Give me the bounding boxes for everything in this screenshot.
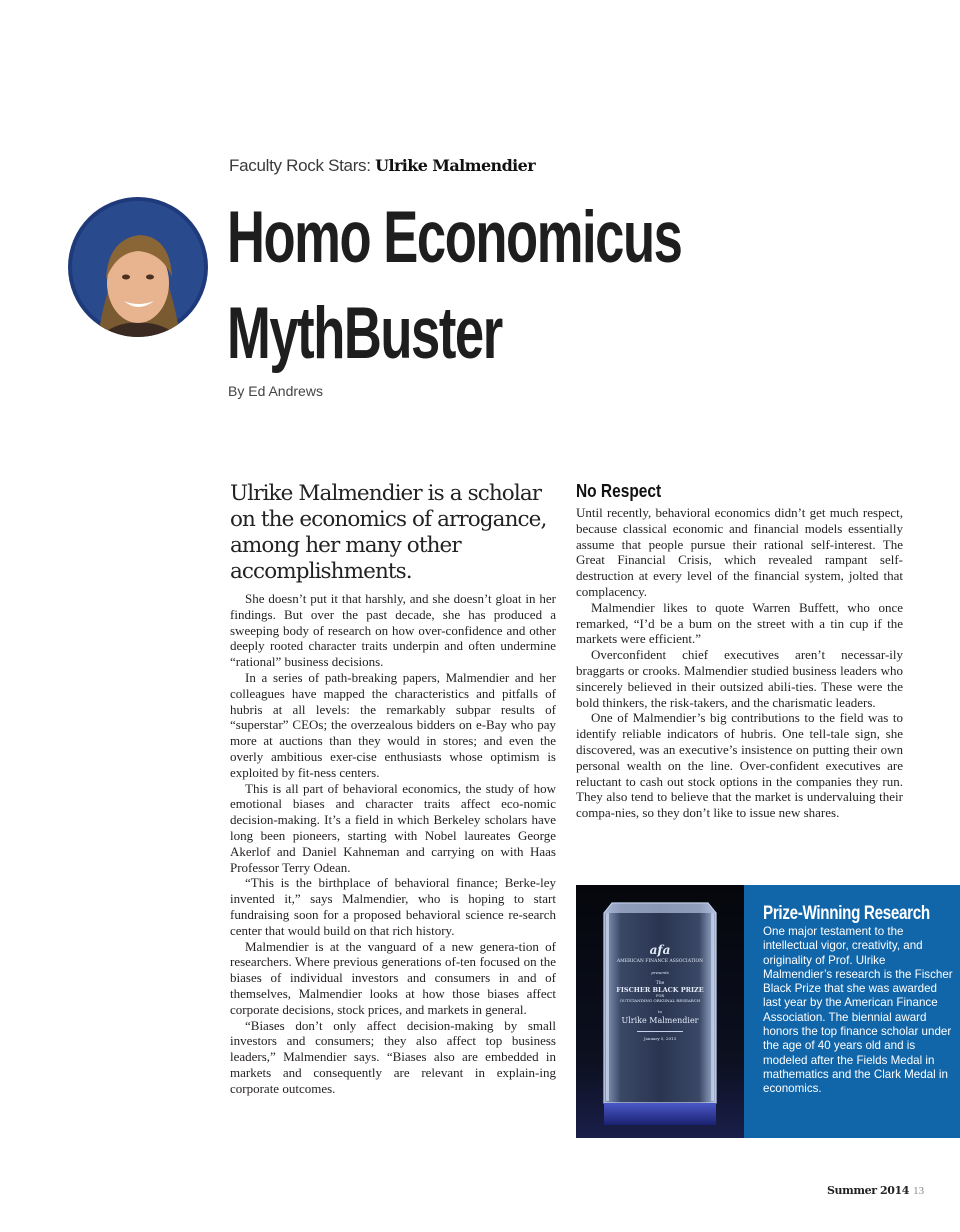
body-paragraph: “This is the birthplace of behavioral finance; Berke-ley invented it,” says Malmendier, who is hoping to start fundraising soon for a proposed behavioral science re-search center that would build on that rich history.	[230, 875, 556, 938]
award-logo: afa	[649, 943, 671, 957]
body-paragraph: She doesn’t put it that harshly, and she doesn’t gloat in her findings. But over the past decade, she has produced a sweeping body of research on how over-confidence and other deeply rooted character traits underpin and often undermine “rational” business decisions.	[230, 591, 556, 670]
sidebar-panel	[744, 885, 960, 1138]
title-line-2: MythBuster	[227, 293, 502, 374]
right-column	[576, 481, 903, 821]
sidebar-box	[576, 885, 960, 1138]
award-prize-name: FISCHER BLACK PRIZE	[616, 986, 704, 994]
title-line-1: Homo Economicus	[227, 197, 682, 278]
sidebar-title: Prize-Winning Research	[763, 903, 930, 924]
byline: By Ed Andrews	[228, 383, 323, 399]
award-the: The	[655, 981, 665, 986]
award-photo	[576, 885, 744, 1138]
award-presents: presents	[651, 970, 669, 975]
body-paragraph: Malmendier is at the vanguard of a new genera-tion of researchers. Where previous generations of-ten focused on the biases of individual investors and consumers in and of themselves, Malmendier looks at how those biases affect corporate decisions, stock prices, and markets in general.	[230, 938, 556, 1017]
body-paragraph: “Biases don’t only affect decision-making by small investors and consumers; they also affect top business leaders,” Malmendier says. “Biases also are embedded in markets and consequently are relevant in explain-ing corporate outcomes.	[230, 1017, 556, 1096]
body-paragraph: Until recently, behavioral economics didn’t get much respect, because classical economic and financial models essentially assume that people pursue their rational self-interest. The Great Financial Crisis, which revealed rampant self-destruction at every level of the financial system, jolted that complacency.	[576, 505, 903, 599]
award-to: to	[657, 1009, 662, 1014]
body-paragraph: In a series of path-breaking papers, Malmendier and her colleagues have mapped the characteristics and pitfalls of hubris at all levels: the remarkably subpar results of “superstar” CEOs; the overzealous bidders on e-Bay who pay more at auctions than they would in stores; and even the overly ambitious exer-cise enthusiasts whose optimism is exploited by fit-ness centers.	[230, 669, 556, 780]
issue-date: Summer 2014	[827, 1184, 910, 1197]
award-org: AMERICAN FINANCE ASSOCIATION	[616, 959, 704, 964]
body-paragraph: This is all part of behavioral economics, the study of how emotional biases and character traits affect eco-nomic decision-making. It’s a field in which Berkeley scholars have long been pioneers, starting with Nobel laureates George Akerlof and Daniel Kahneman and carrying on with Haas Professor Terry Odean.	[230, 780, 556, 875]
lede: Ulrike Malmendier is a scholar on the economics of arrogance, among her many other accomplishments.	[230, 481, 547, 584]
kicker-prefix: Faculty Rock Stars:	[229, 156, 376, 175]
body-paragraph: One of Malmendier’s big contributions to the field was to identify reliable indicators of hubris. One tell-tale sign, she discovered, was an executive’s insistence on putting their own personal wealth on the line. Over-confident executives are reluctant to cash out stock options in the companies they run. They also tend to believe that the market is undervaluing their compa-nies, so they don’t like to issue new shares.	[576, 710, 903, 821]
section-heading: No Respect	[576, 481, 662, 501]
left-column	[230, 481, 556, 1097]
author-portrait	[68, 197, 208, 337]
page-footer	[827, 1184, 924, 1197]
kicker	[229, 156, 729, 176]
page-number: 13	[913, 1185, 925, 1197]
award-purpose: OUTSTANDING ORIGINAL RESEARCH	[619, 998, 701, 1003]
award-rule	[637, 1031, 683, 1032]
portrait-image	[68, 197, 208, 337]
article-title	[227, 190, 682, 382]
kicker-name: Ulrike Malmendier	[375, 156, 536, 175]
body-paragraph: Overconfident chief executives aren’t necessar-ily braggarts or crooks. Malmendier studied business leaders who sincerely believed in their outsized abili-ties. These were the bold thinkers, the risk-takers, and the charismatic leaders.	[576, 647, 903, 710]
award-date: January 5, 2013	[643, 1036, 677, 1041]
award-recipient: Ulrike Malmendier	[621, 1016, 699, 1025]
sidebar-text: One major testament to the intellectual vigor, creativity, and originality of Prof. Ulrike Malmendier’s research is the Fischer Black Prize that she was awarded last year by the American Finance Association. The biennial award honors the top finance scholar under the age of 40 years old and is modeled after the Fields Medal in mathematics and the Clark Medal in economics.	[763, 925, 953, 1096]
award-for: FOR	[656, 994, 664, 998]
award-engraving	[604, 943, 716, 1041]
body-paragraph: Malmendier likes to quote Warren Buffett, who once remarked, “I’d be a bum on the street with a tin cup if the markets were efficient.”	[576, 599, 903, 647]
